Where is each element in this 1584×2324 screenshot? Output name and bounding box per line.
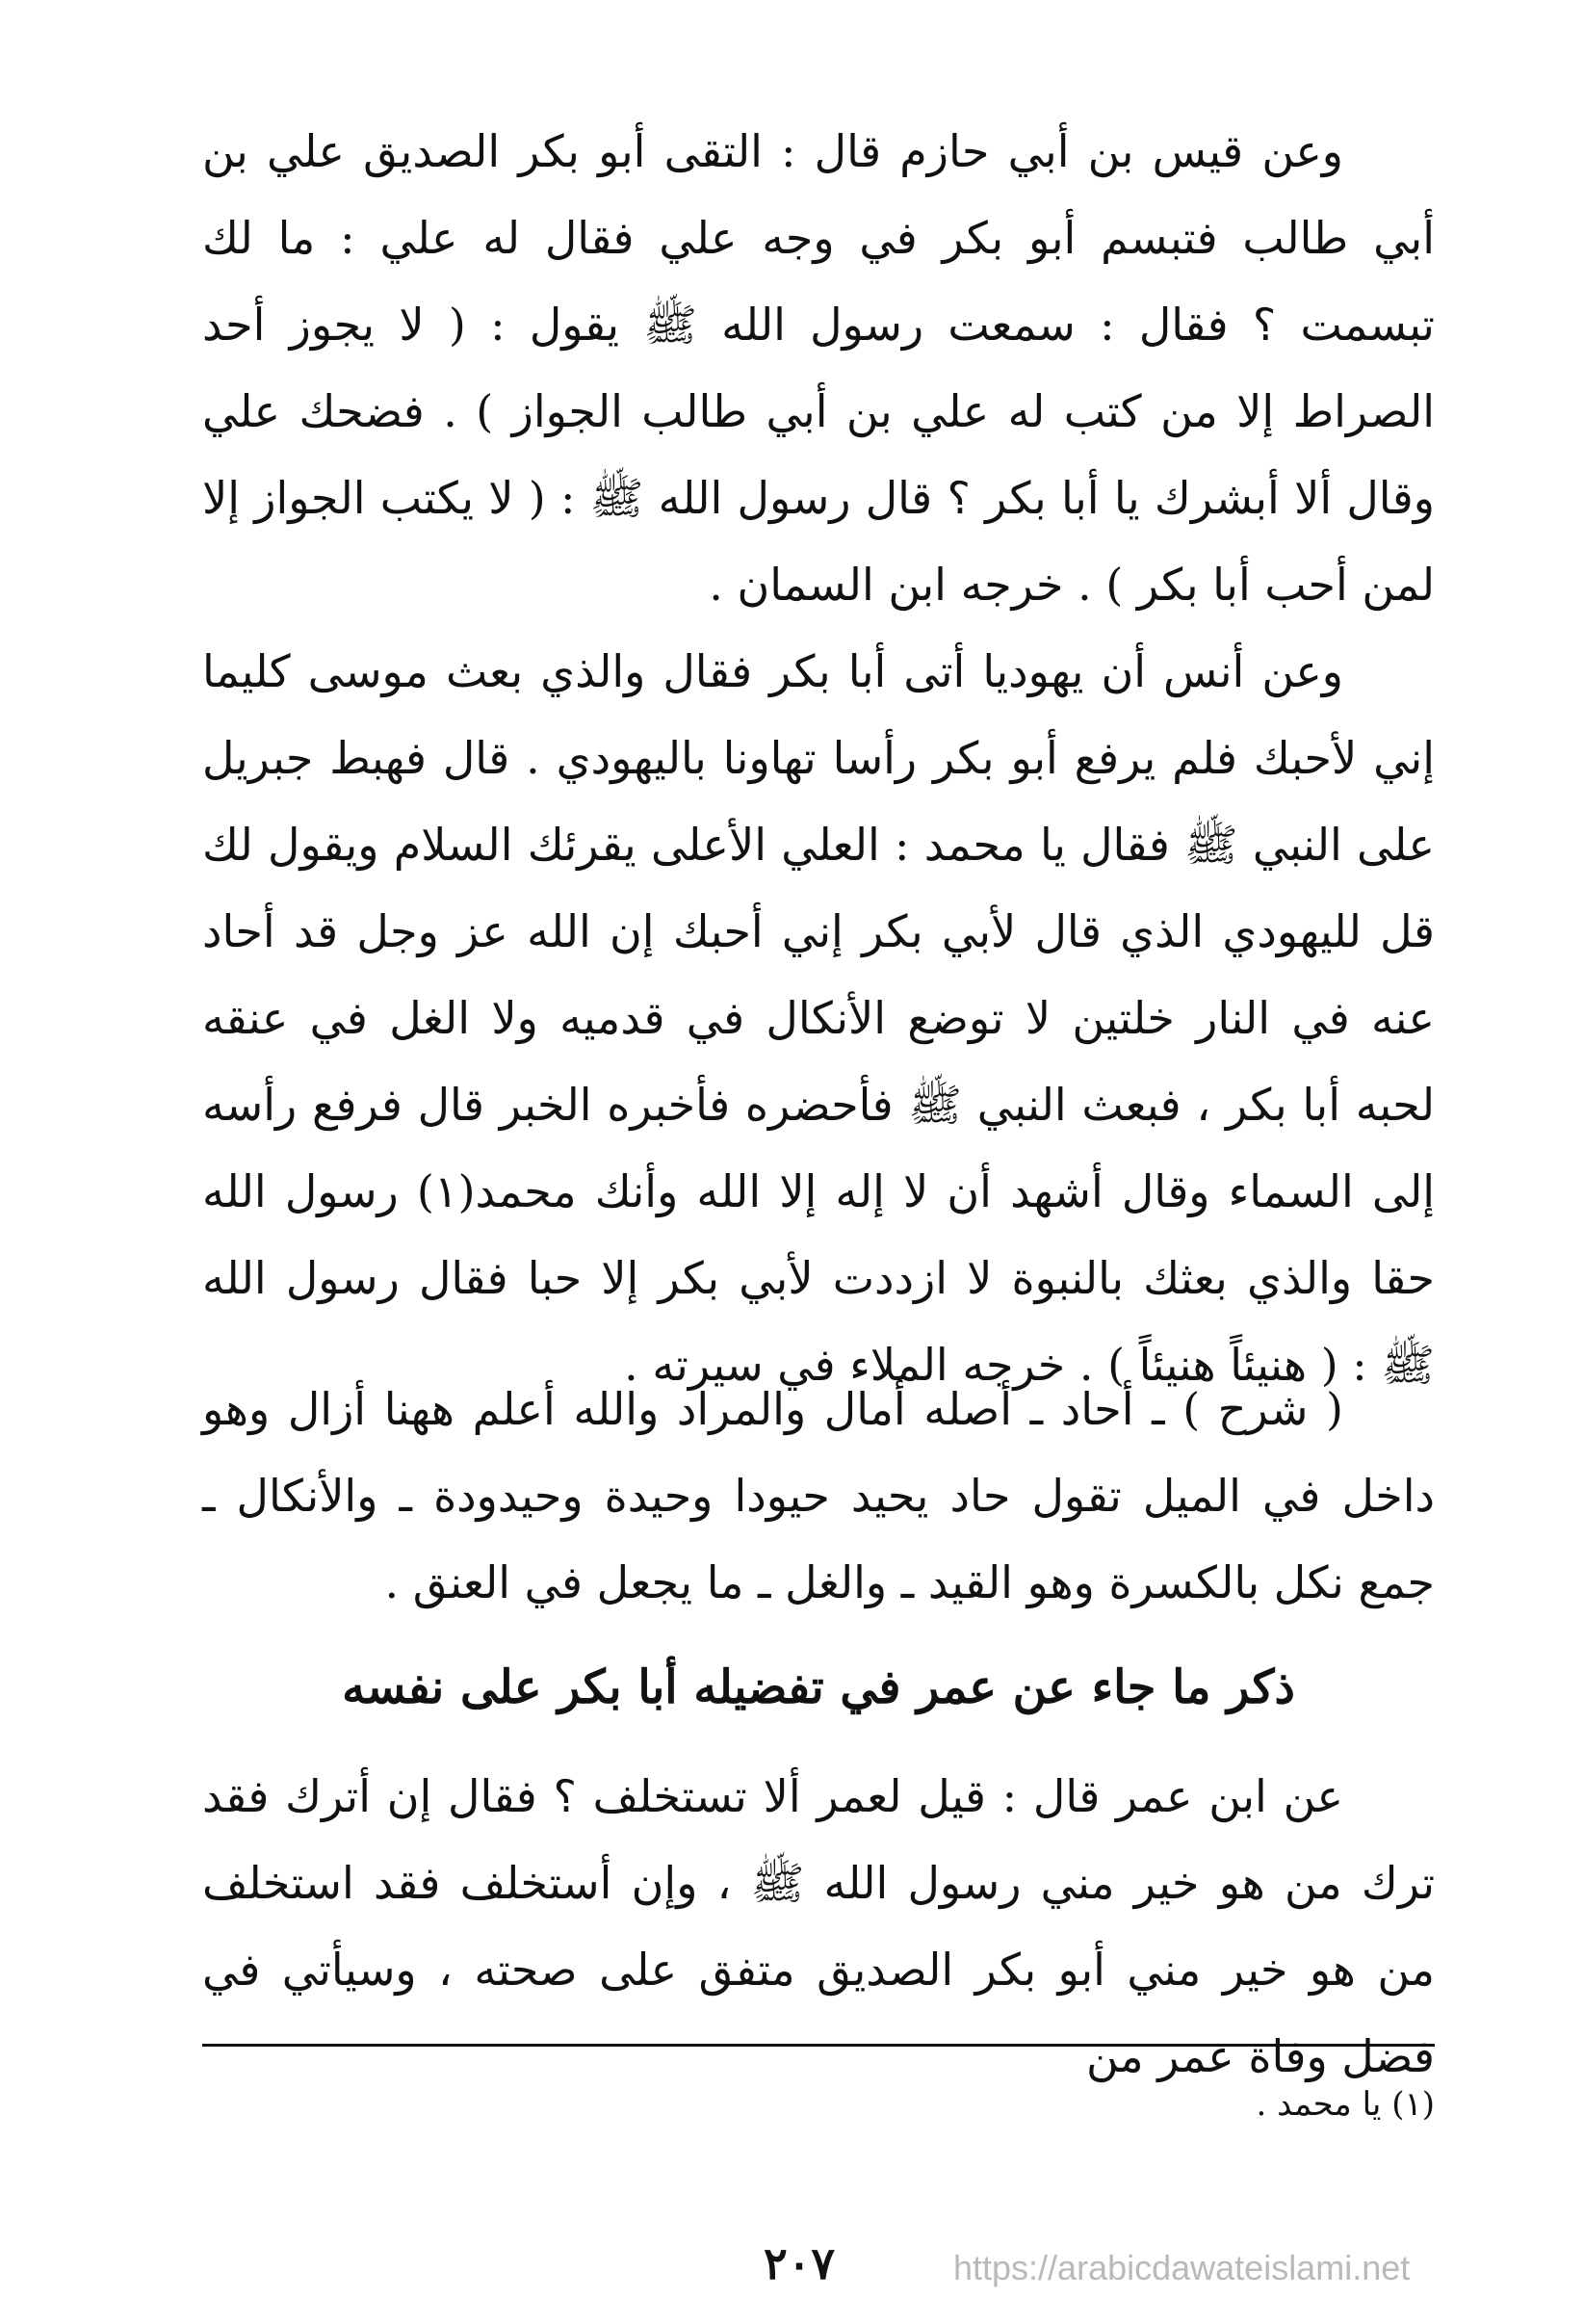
- paragraph-text: عن ابن عمر قال : قيل لعمر ألا تستخلف ؟ فقال إن أترك فقد ترك من هو خير مني رسول الله ﷺ ، وإن أستخلف فقد استخلف من هو خير مني أبو بكر الصديق متفق على صحته ، وسيأتي في فضل وفاة عمر من: [202, 1770, 1435, 2082]
- paragraph-anas-hadith: [202, 628, 1435, 1408]
- paragraph-explanation: [202, 1366, 1435, 1626]
- section-heading: ذكر ما جاء عن عمر في تفضيله أبا بكر على نفسه: [342, 1660, 1295, 1714]
- footnote: (١) يا محمد .: [1256, 2085, 1435, 2124]
- paragraph-qays-hadith: [202, 108, 1435, 628]
- paragraph-text: ( شرح ) ـ أحاد ـ أصله أمال والمراد والله أعلم ههنا أزال وهو داخل في الميل تقول حاد يحيد حيودا وحيدة وحيدودة ـ والأنكال ـ جمع نكل بالكسرة وهو القيد ـ والغل ـ ما يجعل في العنق .: [202, 1383, 1435, 1608]
- footnote-divider: [202, 2044, 1435, 2047]
- page-number: ٢٠٧: [763, 2237, 836, 2289]
- watermark-url: https://arabicdawateislami.net: [953, 2248, 1411, 2287]
- paragraph-text: وعن قيس بن أبي حازم قال : التقى أبو بكر الصديق علي بن أبي طالب فتبسم أبو بكر في وجه علي فقال له علي : ما لك تبسمت ؟ فقال : سمعت رسول الله ﷺ يقول : ( لا يجوز أحد الصراط إلا من كتب له علي بن أبي طالب الجواز ) . فضحك علي وقال ألا أبشرك يا أبا بكر ؟ قال رسول الله ﷺ : ( لا يكتب الجواز إلا لمن أحب أبا بكر ) . خرجه ابن السمان .: [202, 125, 1435, 611]
- paragraph-text: وعن أنس أن يهوديا أتى أبا بكر فقال والذي بعث موسى كليما إني لأحبك فلم يرفع أبو بكر رأسا تهاونا باليهودي . قال فهبط جبريل على النبي ﷺ فقال يا محمد : العلي الأعلى يقرئك السلام ويقول لك قل لليهودي الذي قال لأبي بكر إني أحبك إن الله عز وجل قد أحاد عنه في النار خلتين لا توضع الأنكال في قدميه ولا الغل في عنقه لحبه أبا بكر ، فبعث النبي ﷺ فأحضره فأخبره الخبر قال فرفع رأسه إلى السماء وقال أشهد أن لا إله إلا الله وأنك محمد(١) رسول الله حقا والذي بعثك بالنبوة لا ازددت لأبي بكر إلا حبا فقال رسول الله ﷺ : ( هنيئاً هنيئاً ) . خرجه الملاء في سيرته .: [202, 645, 1436, 1391]
- paragraph-ibn-umar: [202, 1753, 1435, 2100]
